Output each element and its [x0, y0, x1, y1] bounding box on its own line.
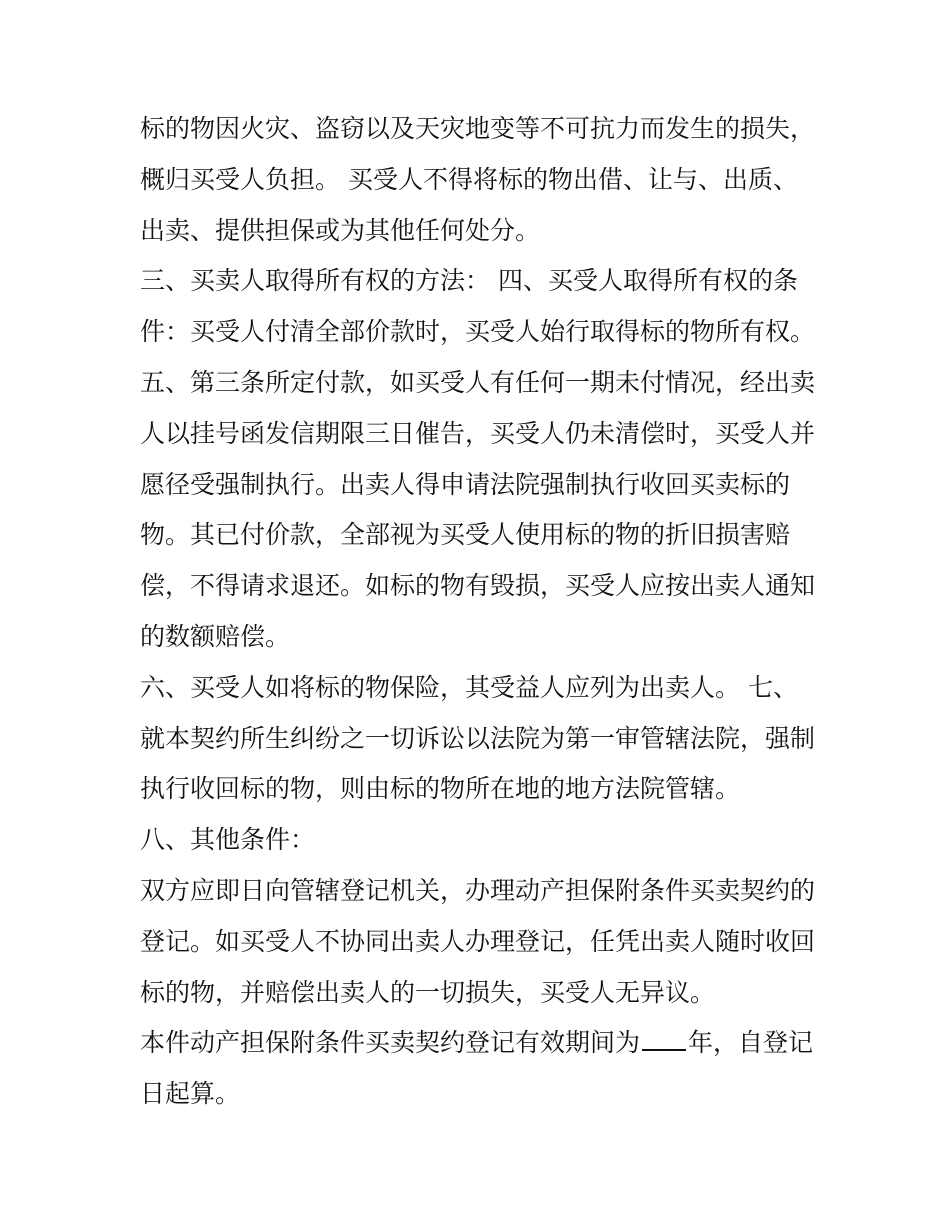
text-line: 日起算。 [140, 1079, 241, 1109]
text-segment: 本件动产担保附条件买卖契约登记有效期间为 [140, 1028, 641, 1058]
text-line: 六、买受人如将标的物保险，其受益人应列为出卖人。 七、 [140, 672, 798, 702]
text-line: 八、其他条件： [140, 825, 316, 855]
text-line: 就本契约所生纠纷之一切诉讼以法院为第一审管辖法院，强制 [140, 723, 816, 753]
text-line: 双方应即日向管辖登记机关，办理动产担保附条件买卖契约的 [140, 875, 816, 905]
text-line: 偿，不得请求退还。如标的物有毁损，买受人应按出卖人通知 [140, 571, 816, 601]
fill-in-blank [642, 1024, 686, 1051]
text-line: 概归买受人负担。 买受人不得将标的物出借、让与、出质、 [140, 164, 798, 194]
text-line: 标的物，并赔偿出卖人的一切损失，买受人无异议。 [140, 977, 716, 1007]
text-line: 人以挂号函发信期限三日催告，买受人仍未清偿时，买受人并 [140, 418, 816, 448]
text-line: 出卖、提供担保或为其他任何处分。 [140, 215, 541, 245]
text-line: 标的物因火灾、盗窃以及天灾地变等不可抗力而发生的损失， [140, 114, 816, 143]
text-line: 五、第三条所定付款，如买受人有任何一期未付情况，经出卖 [140, 367, 816, 397]
text-line: 登记。如买受人不协同出卖人办理登记，任凭出卖人随时收回 [140, 926, 816, 956]
text-line: 的数额赔偿。 [140, 621, 291, 651]
document-body [140, 104, 830, 1120]
text-line: 三、买卖人取得所有权的方法： 四、买受人取得所有权的条 [140, 266, 798, 296]
text-segment: 年，自登记 [688, 1028, 814, 1058]
text-line: 件：买受人付清全部价款时，买受人始行取得标的物所有权。 [140, 317, 816, 347]
text-line: 物。其已付价款，全部视为买受人使用标的物的折旧损害赔 [140, 520, 791, 550]
text-line: 执行收回标的物，则由标的物所在地的地方法院管辖。 [140, 774, 741, 804]
text-line-with-blank [140, 1018, 830, 1069]
text-line: 愿径受强制执行。出卖人得申请法院强制执行收回买卖标的 [140, 469, 791, 499]
